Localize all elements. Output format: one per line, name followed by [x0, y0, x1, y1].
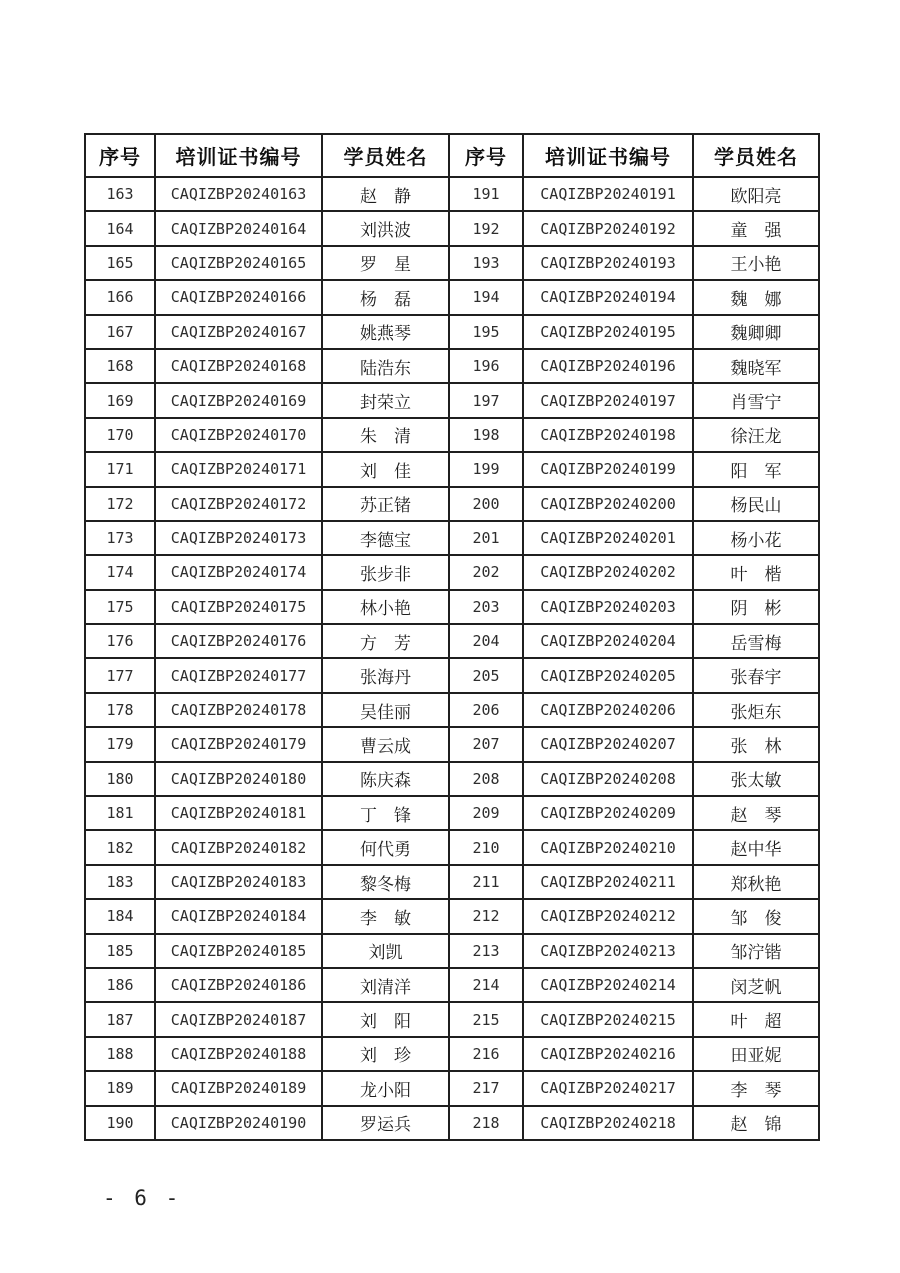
- cell-seq: 181: [85, 796, 155, 830]
- column-header-seq-right: 序号: [449, 134, 523, 177]
- cell-seq: 185: [85, 934, 155, 968]
- cell-name: 罗运兵: [322, 1106, 449, 1140]
- table-row: [85, 590, 819, 624]
- cell-seq: 200: [449, 487, 523, 521]
- cell-cert: CAQIZBP20240204: [523, 624, 693, 658]
- cell-cert: CAQIZBP20240163: [155, 177, 322, 211]
- cell-cert: CAQIZBP20240172: [155, 487, 322, 521]
- cell-name: 何代勇: [322, 830, 449, 864]
- cell-name: 丁 锋: [322, 796, 449, 830]
- cell-name: 曹云成: [322, 727, 449, 761]
- cell-cert: CAQIZBP20240182: [155, 830, 322, 864]
- cell-name: 张炬东: [693, 693, 819, 727]
- table-row: [85, 693, 819, 727]
- cell-name: 王小艳: [693, 246, 819, 280]
- cell-seq: 207: [449, 727, 523, 761]
- table-row: [85, 1106, 819, 1140]
- table-row: [85, 555, 819, 589]
- cell-cert: CAQIZBP20240195: [523, 315, 693, 349]
- cell-name: 刘凯: [322, 934, 449, 968]
- cell-cert: CAQIZBP20240193: [523, 246, 693, 280]
- cell-cert: CAQIZBP20240183: [155, 865, 322, 899]
- cell-name: 赵 锦: [693, 1106, 819, 1140]
- column-header-cert-right: 培训证书编号: [523, 134, 693, 177]
- cell-seq: 175: [85, 590, 155, 624]
- table-row: [85, 315, 819, 349]
- cell-cert: CAQIZBP20240217: [523, 1071, 693, 1105]
- cell-seq: 176: [85, 624, 155, 658]
- cell-seq: 195: [449, 315, 523, 349]
- cell-name: 邹泞锴: [693, 934, 819, 968]
- cell-name: 李 敏: [322, 899, 449, 933]
- table-row: [85, 280, 819, 314]
- cell-seq: 196: [449, 349, 523, 383]
- table-row: [85, 968, 819, 1002]
- roster-body: [85, 177, 819, 1140]
- cell-cert: CAQIZBP20240169: [155, 383, 322, 417]
- cell-name: 刘 珍: [322, 1037, 449, 1071]
- cell-seq: 165: [85, 246, 155, 280]
- cell-seq: 191: [449, 177, 523, 211]
- cell-cert: CAQIZBP20240198: [523, 418, 693, 452]
- cell-name: 魏卿卿: [693, 315, 819, 349]
- cell-seq: 206: [449, 693, 523, 727]
- table-row: [85, 1071, 819, 1105]
- cell-name: 林小艳: [322, 590, 449, 624]
- cell-seq: 169: [85, 383, 155, 417]
- column-header-name-left: 学员姓名: [322, 134, 449, 177]
- cell-name: 封荣立: [322, 383, 449, 417]
- cell-seq: 164: [85, 211, 155, 245]
- table-row: [85, 865, 819, 899]
- cell-name: 李 琴: [693, 1071, 819, 1105]
- cell-name: 赵 静: [322, 177, 449, 211]
- cell-cert: CAQIZBP20240206: [523, 693, 693, 727]
- cell-name: 龙小阳: [322, 1071, 449, 1105]
- cell-name: 刘清洋: [322, 968, 449, 1002]
- table-row: [85, 452, 819, 486]
- cell-name: 张步非: [322, 555, 449, 589]
- cell-seq: 167: [85, 315, 155, 349]
- cell-seq: 182: [85, 830, 155, 864]
- cell-seq: 183: [85, 865, 155, 899]
- cell-seq: 193: [449, 246, 523, 280]
- cell-seq: 212: [449, 899, 523, 933]
- cell-seq: 217: [449, 1071, 523, 1105]
- cell-cert: CAQIZBP20240208: [523, 762, 693, 796]
- cell-name: 叶 楷: [693, 555, 819, 589]
- cell-seq: 198: [449, 418, 523, 452]
- table-row: [85, 211, 819, 245]
- cell-name: 张海丹: [322, 658, 449, 692]
- cell-cert: CAQIZBP20240174: [155, 555, 322, 589]
- cell-cert: CAQIZBP20240167: [155, 315, 322, 349]
- cell-cert: CAQIZBP20240181: [155, 796, 322, 830]
- cell-name: 吴佳丽: [322, 693, 449, 727]
- cell-name: 赵中华: [693, 830, 819, 864]
- cell-seq: 163: [85, 177, 155, 211]
- table-header-row: [85, 134, 819, 177]
- cell-name: 刘洪波: [322, 211, 449, 245]
- table-row: [85, 487, 819, 521]
- cell-name: 陈庆森: [322, 762, 449, 796]
- cell-name: 刘 佳: [322, 452, 449, 486]
- cell-seq: 171: [85, 452, 155, 486]
- cell-seq: 213: [449, 934, 523, 968]
- cell-cert: CAQIZBP20240215: [523, 1002, 693, 1036]
- cell-seq: 172: [85, 487, 155, 521]
- cell-name: 罗 星: [322, 246, 449, 280]
- cell-cert: CAQIZBP20240196: [523, 349, 693, 383]
- cell-seq: 197: [449, 383, 523, 417]
- cell-seq: 186: [85, 968, 155, 1002]
- cell-name: 肖雪宁: [693, 383, 819, 417]
- cell-cert: CAQIZBP20240203: [523, 590, 693, 624]
- cell-name: 阴 彬: [693, 590, 819, 624]
- cell-seq: 184: [85, 899, 155, 933]
- table-row: [85, 934, 819, 968]
- cell-cert: CAQIZBP20240212: [523, 899, 693, 933]
- cell-seq: 210: [449, 830, 523, 864]
- cell-cert: CAQIZBP20240180: [155, 762, 322, 796]
- cell-cert: CAQIZBP20240197: [523, 383, 693, 417]
- cell-name: 岳雪梅: [693, 624, 819, 658]
- cell-seq: 190: [85, 1106, 155, 1140]
- cell-name: 方 芳: [322, 624, 449, 658]
- cell-name: 童 强: [693, 211, 819, 245]
- cell-cert: CAQIZBP20240218: [523, 1106, 693, 1140]
- cell-name: 魏 娜: [693, 280, 819, 314]
- cell-seq: 170: [85, 418, 155, 452]
- cell-seq: 215: [449, 1002, 523, 1036]
- cell-name: 张太敏: [693, 762, 819, 796]
- cell-cert: CAQIZBP20240184: [155, 899, 322, 933]
- cell-seq: 204: [449, 624, 523, 658]
- cell-cert: CAQIZBP20240186: [155, 968, 322, 1002]
- cell-name: 杨 磊: [322, 280, 449, 314]
- cell-seq: 194: [449, 280, 523, 314]
- cell-name: 黎冬梅: [322, 865, 449, 899]
- cell-name: 邹 俊: [693, 899, 819, 933]
- cell-cert: CAQIZBP20240176: [155, 624, 322, 658]
- cell-seq: 188: [85, 1037, 155, 1071]
- cell-name: 欧阳亮: [693, 177, 819, 211]
- cell-seq: 199: [449, 452, 523, 486]
- table-row: [85, 658, 819, 692]
- table-row: [85, 624, 819, 658]
- table-row: [85, 177, 819, 211]
- cell-name: 徐汪龙: [693, 418, 819, 452]
- cell-cert: CAQIZBP20240192: [523, 211, 693, 245]
- cell-seq: 208: [449, 762, 523, 796]
- table-row: [85, 830, 819, 864]
- page-number: - 6 -: [103, 1186, 182, 1210]
- cell-seq: 173: [85, 521, 155, 555]
- cell-cert: CAQIZBP20240178: [155, 693, 322, 727]
- cell-seq: 177: [85, 658, 155, 692]
- cell-seq: 168: [85, 349, 155, 383]
- cell-cert: CAQIZBP20240210: [523, 830, 693, 864]
- cell-name: 张春宇: [693, 658, 819, 692]
- cell-cert: CAQIZBP20240194: [523, 280, 693, 314]
- cell-name: 杨民山: [693, 487, 819, 521]
- cell-cert: CAQIZBP20240207: [523, 727, 693, 761]
- cell-cert: CAQIZBP20240191: [523, 177, 693, 211]
- table-row: [85, 521, 819, 555]
- table-row: [85, 796, 819, 830]
- cell-cert: CAQIZBP20240188: [155, 1037, 322, 1071]
- table-row: [85, 246, 819, 280]
- cell-seq: 209: [449, 796, 523, 830]
- certificate-roster-table: [84, 133, 820, 1141]
- cell-cert: CAQIZBP20240202: [523, 555, 693, 589]
- table-row: [85, 727, 819, 761]
- cell-seq: 202: [449, 555, 523, 589]
- cell-seq: 192: [449, 211, 523, 245]
- cell-cert: CAQIZBP20240171: [155, 452, 322, 486]
- cell-cert: CAQIZBP20240173: [155, 521, 322, 555]
- cell-name: 杨小花: [693, 521, 819, 555]
- cell-cert: CAQIZBP20240164: [155, 211, 322, 245]
- cell-cert: CAQIZBP20240213: [523, 934, 693, 968]
- cell-cert: CAQIZBP20240190: [155, 1106, 322, 1140]
- cell-seq: 211: [449, 865, 523, 899]
- cell-cert: CAQIZBP20240168: [155, 349, 322, 383]
- cell-cert: CAQIZBP20240175: [155, 590, 322, 624]
- cell-cert: CAQIZBP20240185: [155, 934, 322, 968]
- table-row: [85, 1037, 819, 1071]
- cell-seq: 174: [85, 555, 155, 589]
- table-row: [85, 1002, 819, 1036]
- column-header-seq-left: 序号: [85, 134, 155, 177]
- cell-name: 闵芝帆: [693, 968, 819, 1002]
- table-row: [85, 383, 819, 417]
- cell-name: 魏晓军: [693, 349, 819, 383]
- cell-name: 张 林: [693, 727, 819, 761]
- cell-seq: 205: [449, 658, 523, 692]
- cell-seq: 218: [449, 1106, 523, 1140]
- table-row: [85, 349, 819, 383]
- cell-name: 李德宝: [322, 521, 449, 555]
- cell-name: 姚燕琴: [322, 315, 449, 349]
- cell-seq: 178: [85, 693, 155, 727]
- cell-cert: CAQIZBP20240205: [523, 658, 693, 692]
- cell-cert: CAQIZBP20240200: [523, 487, 693, 521]
- cell-cert: CAQIZBP20240170: [155, 418, 322, 452]
- cell-cert: CAQIZBP20240189: [155, 1071, 322, 1105]
- table-row: [85, 899, 819, 933]
- cell-cert: CAQIZBP20240165: [155, 246, 322, 280]
- cell-name: 苏正锗: [322, 487, 449, 521]
- table-row: [85, 762, 819, 796]
- cell-cert: CAQIZBP20240216: [523, 1037, 693, 1071]
- table-row: [85, 418, 819, 452]
- cell-name: 阳 军: [693, 452, 819, 486]
- column-header-cert-left: 培训证书编号: [155, 134, 322, 177]
- cell-seq: 201: [449, 521, 523, 555]
- cell-cert: CAQIZBP20240199: [523, 452, 693, 486]
- cell-cert: CAQIZBP20240201: [523, 521, 693, 555]
- cell-name: 郑秋艳: [693, 865, 819, 899]
- cell-name: 陆浩东: [322, 349, 449, 383]
- cell-seq: 187: [85, 1002, 155, 1036]
- cell-seq: 214: [449, 968, 523, 1002]
- column-header-name-right: 学员姓名: [693, 134, 819, 177]
- cell-name: 叶 超: [693, 1002, 819, 1036]
- cell-name: 朱 清: [322, 418, 449, 452]
- cell-seq: 180: [85, 762, 155, 796]
- cell-cert: CAQIZBP20240211: [523, 865, 693, 899]
- cell-seq: 189: [85, 1071, 155, 1105]
- cell-name: 刘 阳: [322, 1002, 449, 1036]
- cell-cert: CAQIZBP20240187: [155, 1002, 322, 1036]
- cell-seq: 179: [85, 727, 155, 761]
- cell-seq: 203: [449, 590, 523, 624]
- cell-cert: CAQIZBP20240214: [523, 968, 693, 1002]
- cell-cert: CAQIZBP20240209: [523, 796, 693, 830]
- cell-cert: CAQIZBP20240166: [155, 280, 322, 314]
- cell-cert: CAQIZBP20240179: [155, 727, 322, 761]
- cell-name: 赵 琴: [693, 796, 819, 830]
- cell-name: 田亚妮: [693, 1037, 819, 1071]
- cell-cert: CAQIZBP20240177: [155, 658, 322, 692]
- cell-seq: 216: [449, 1037, 523, 1071]
- cell-seq: 166: [85, 280, 155, 314]
